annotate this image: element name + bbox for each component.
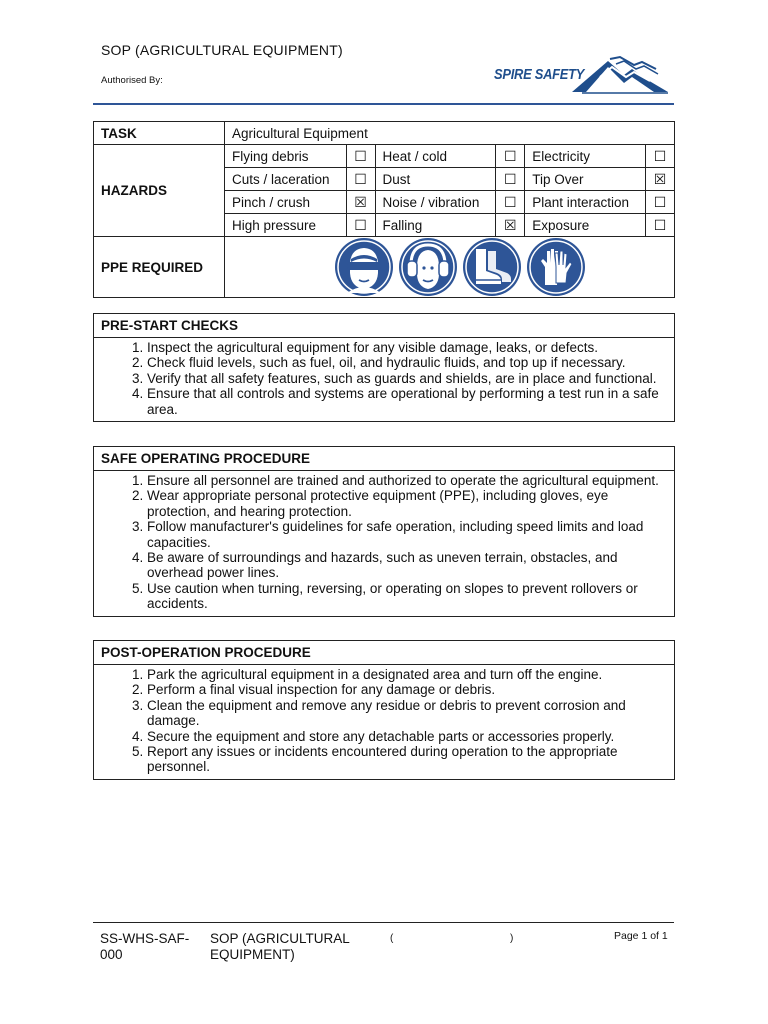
hearing-protection-icon: [397, 237, 459, 297]
mountain-logo-icon: [572, 55, 668, 95]
safety-glasses-icon: [333, 237, 395, 297]
list-item: 4. Ensure that all controls and systems are operational by performing a test run in a safe area.: [147, 386, 674, 417]
pre-start-heading: PRE-START CHECKS: [94, 314, 674, 338]
logo-text: SPIRE SAFETY: [494, 66, 585, 83]
footer-paren-left: (: [390, 933, 394, 944]
hazard-name: Dust: [375, 168, 496, 191]
ppe-row: [94, 237, 675, 298]
spire-safety-logo: [492, 55, 670, 95]
hazard-checkbox[interactable]: ☐: [646, 191, 675, 214]
hazard-checkbox[interactable]: ☐: [346, 145, 375, 168]
task-value: Agricultural Equipment: [225, 122, 675, 145]
list-item: 5. Use caution when turning, reversing, or operating on slopes to prevent rollovers or accidents.: [147, 581, 674, 612]
list-item: 4. Be aware of surroundings and hazards, such as uneven terrain, obstacles, and overhead power lines.: [147, 550, 674, 581]
hazard-checkbox[interactable]: ☐: [346, 168, 375, 191]
hazard-name: Pinch / crush: [225, 191, 347, 214]
hazard-name: Exposure: [525, 214, 646, 237]
hazard-name: Flying debris: [225, 145, 347, 168]
hazard-checkbox[interactable]: ☒: [346, 191, 375, 214]
post-operation-procedure-section: [93, 640, 675, 780]
pre-start-checks-section: [93, 313, 675, 422]
safety-boots-icon: [461, 237, 523, 297]
list-item: 3. Follow manufacturer's guidelines for safe operation, including speed limits and load capacities.: [147, 519, 674, 550]
pre-start-list: [94, 340, 674, 417]
document-title: SOP (AGRICULTURAL EQUIPMENT): [101, 42, 343, 58]
footer-paren-right: ): [510, 933, 514, 944]
hazard-checkbox[interactable]: ☐: [346, 214, 375, 237]
task-hazard-table: [93, 121, 675, 298]
list-item: 3. Clean the equipment and remove any residue or debris to prevent corrosion and damage.: [147, 698, 674, 729]
list-item: 1. Inspect the agricultural equipment for any visible damage, leaks, or defects.: [147, 340, 674, 355]
hazard-name: Plant interaction: [525, 191, 646, 214]
hazard-name: Heat / cold: [375, 145, 496, 168]
document-code: SS-WHS-SAF-000: [100, 931, 190, 962]
gloves-icon: [525, 237, 587, 297]
hazard-row: [94, 145, 675, 168]
hazard-name: High pressure: [225, 214, 347, 237]
list-item: 2. Wear appropriate personal protective equipment (PPE), including gloves, eye protection, and hearing protection.: [147, 488, 674, 519]
post-operation-list: [94, 667, 674, 775]
list-item: 3. Verify that all safety features, such as guards and shields, are in place and functional.: [147, 371, 674, 386]
post-operation-heading: POST-OPERATION PROCEDURE: [94, 641, 674, 665]
hazard-checkbox[interactable]: ☐: [496, 145, 525, 168]
hazard-checkbox[interactable]: ☐: [496, 191, 525, 214]
safe-operating-procedure-section: [93, 446, 675, 617]
hazard-name: Noise / vibration: [375, 191, 496, 214]
ppe-label: PPE REQUIRED: [94, 237, 225, 298]
ppe-icons-cell: [225, 237, 675, 298]
list-item: 1. Ensure all personnel are trained and authorized to operate the agricultural equipment.: [147, 473, 674, 488]
footer-title: SOP (AGRICULTURAL EQUIPMENT): [210, 931, 350, 962]
list-item: 2. Perform a final visual inspection for any damage or debris.: [147, 682, 674, 697]
page-number: Page 1 of 1: [614, 930, 668, 942]
safe-operating-list: [94, 473, 674, 612]
hazard-name: Tip Over: [525, 168, 646, 191]
hazard-checkbox[interactable]: ☐: [496, 168, 525, 191]
hazard-checkbox[interactable]: ☐: [646, 145, 675, 168]
hazard-checkbox[interactable]: ☐: [646, 214, 675, 237]
header-divider: [93, 103, 674, 105]
authorised-by-label: Authorised By:: [101, 75, 163, 86]
list-item: 5. Report any issues or incidents encountered during operation to the appropriate personnel.: [147, 744, 674, 775]
safe-operating-heading: SAFE OPERATING PROCEDURE: [94, 447, 674, 471]
hazard-name: Cuts / laceration: [225, 168, 347, 191]
footer-divider: [93, 922, 674, 923]
hazard-checkbox[interactable]: ☒: [496, 214, 525, 237]
task-label: TASK: [94, 122, 225, 145]
task-row: [94, 122, 675, 145]
hazard-checkbox[interactable]: ☒: [646, 168, 675, 191]
hazard-name: Falling: [375, 214, 496, 237]
list-item: 2. Check fluid levels, such as fuel, oil, and hydraulic fluids, and top up if necessary.: [147, 355, 674, 370]
list-item: 4. Secure the equipment and store any detachable parts or accessories properly.: [147, 729, 674, 744]
hazards-label: HAZARDS: [94, 145, 225, 237]
hazard-name: Electricity: [525, 145, 646, 168]
list-item: 1. Park the agricultural equipment in a designated area and turn off the engine.: [147, 667, 674, 682]
